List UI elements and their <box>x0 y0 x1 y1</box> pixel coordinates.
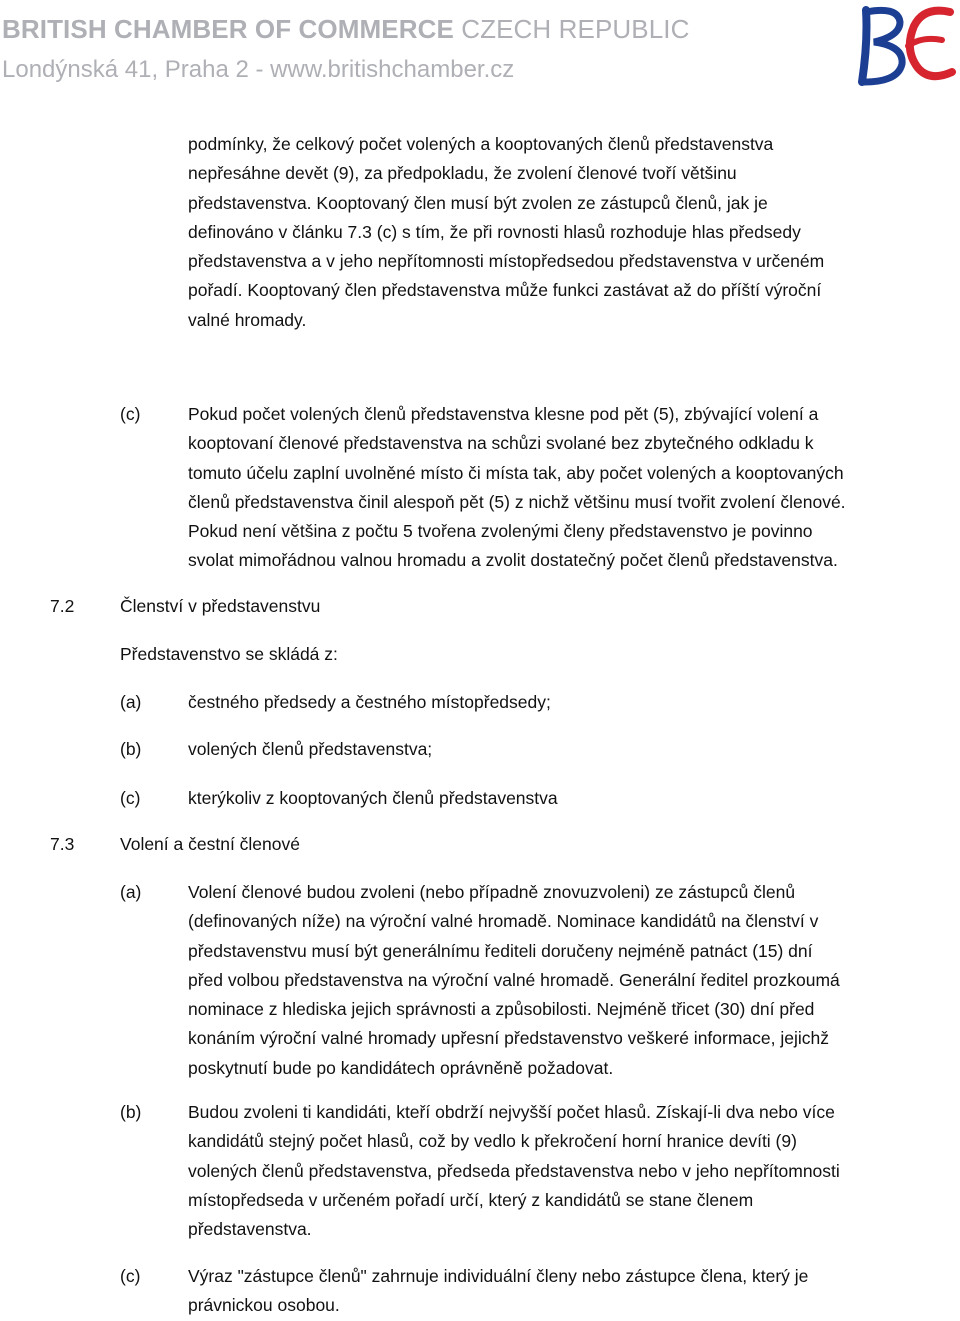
section-number: 7.3 <box>50 834 75 854</box>
text-line: Pokud počet volených členů představenstva klesne pod pět (5), zbývající volení a <box>188 404 819 424</box>
text-line: podmínky, že celkový počet volených a kooptovaných členů představenstva <box>188 134 774 154</box>
item-label: (a) <box>120 882 142 902</box>
organization-address: Londýnská 41, Praha 2 - www.britishchamber.cz <box>2 56 515 83</box>
item-label: (c) <box>120 404 141 424</box>
text-line: členů představenstva činil alespoň pět (5) z nichž většinu musí tvořit zvolení členové. <box>188 491 846 512</box>
organization-name <box>2 14 689 45</box>
text-line: tomuto účelu zaplní uvolněné místo či místa tak, aby počet volených a kooptovaných <box>188 462 844 483</box>
item-c-paragraph <box>188 1262 928 1321</box>
text-line: valné hromady. <box>188 309 307 330</box>
text-line: místopředseda v určeném pořadí určí, který z kandidátů se stane členem <box>188 1189 754 1210</box>
list-item-text: volených členů představenstva; <box>188 739 433 759</box>
letterhead <box>0 0 960 100</box>
item-label: (a) <box>120 692 142 712</box>
text-line: kandidátů stejný počet hlasů, což by vedlo k překročení horní hranice devíti (9) <box>188 1131 797 1152</box>
text-line: volených členů představenstva, předseda představenstva nebo v jeho nepřítomnosti <box>188 1160 840 1181</box>
text-line: představenstva a v jeho nepřítomnosti místopředsedou představenstva v určeném <box>188 251 825 272</box>
intro-paragraph <box>188 130 928 335</box>
item-c-paragraph <box>188 400 928 576</box>
text-line: Volení členové budou zvoleni (nebo případně znovuzvoleni) ze zástupců členů <box>188 882 796 902</box>
text-line: definováno v článku 7.3 (c) s tím, že při rovnosti hlasů rozhoduje hlas předsedy <box>188 221 801 242</box>
item-label: (c) <box>120 1266 141 1286</box>
text-line: nepřesáhne devět (9), za předpokladu, že zvolení členové tvoří většinu <box>188 163 737 184</box>
text-line: svolat mimořádnou valnou hromadu a zvolit dostatečný počet členů představenstva. <box>188 550 838 571</box>
item-a-paragraph <box>188 878 928 1083</box>
text-line: Výraz "zástupce členů" zahrnuje individuální členy nebo zástupce člena, který je <box>188 1266 809 1286</box>
text-line: představenstvu musí být generálnímu řediteli doručeny nejméně patnáct (15) dní <box>188 940 813 961</box>
section-title: Členství v představenstvu <box>120 596 321 616</box>
section-title: Volení a čestní členové <box>120 834 300 854</box>
text-line: poskytnutí bude po kandidátech oprávněně požadovat. <box>188 1057 614 1078</box>
text-line: Pokud není většina z počtu 5 tvořena zvolenými členy představenstvo je povinno <box>188 521 813 542</box>
list-item-text: čestného předsedy a čestného místopředsedy; <box>188 692 551 712</box>
text-line: před volbou představenstva na výroční valné hromadě. Generální ředitel prozkoumá <box>188 969 840 990</box>
text-line: pořadí. Kooptovaný člen představenstva může funkci zastávat až do příští výroční <box>188 280 822 301</box>
section-number: 7.2 <box>50 596 75 616</box>
text-line: představenstva. Kooptovaný člen musí být zvolen ze zástupců členů, jak je <box>188 192 768 213</box>
item-b-paragraph <box>188 1098 928 1244</box>
bcc-logo <box>852 2 956 86</box>
item-label: (b) <box>120 739 142 759</box>
organization-name-country: CZECH REPUBLIC <box>461 14 690 44</box>
text-line: (definovaných níže) na výroční valné hromadě. Nominace kandidátů na členství v <box>188 911 819 932</box>
text-line: kooptovaní členové představenstva na schůzi svolané bez zbytečného odkladu k <box>188 433 814 454</box>
list-item-text: kterýkoliv z kooptovaných členů představenstva <box>188 788 558 808</box>
text-line: Budou zvoleni ti kandidáti, kteří obdrží nejvyšší počet hlasů. Získají-li dva nebo více <box>188 1102 835 1122</box>
section-intro: Představenstvo se skládá z: <box>120 644 338 664</box>
item-label: (c) <box>120 788 141 808</box>
text-line: právnickou osobou. <box>188 1295 340 1316</box>
text-line: nominace z hlediska jejich správnosti a způsobilosti. Nejméně třicet (30) dní před <box>188 999 815 1020</box>
text-line: konáním výroční valné hromady upřesní představenstvo veškeré informace, jejichž <box>188 1028 829 1049</box>
text-line: představenstva. <box>188 1219 312 1240</box>
item-label: (b) <box>120 1102 142 1122</box>
organization-name-bold: BRITISH CHAMBER OF COMMERCE <box>2 14 454 44</box>
